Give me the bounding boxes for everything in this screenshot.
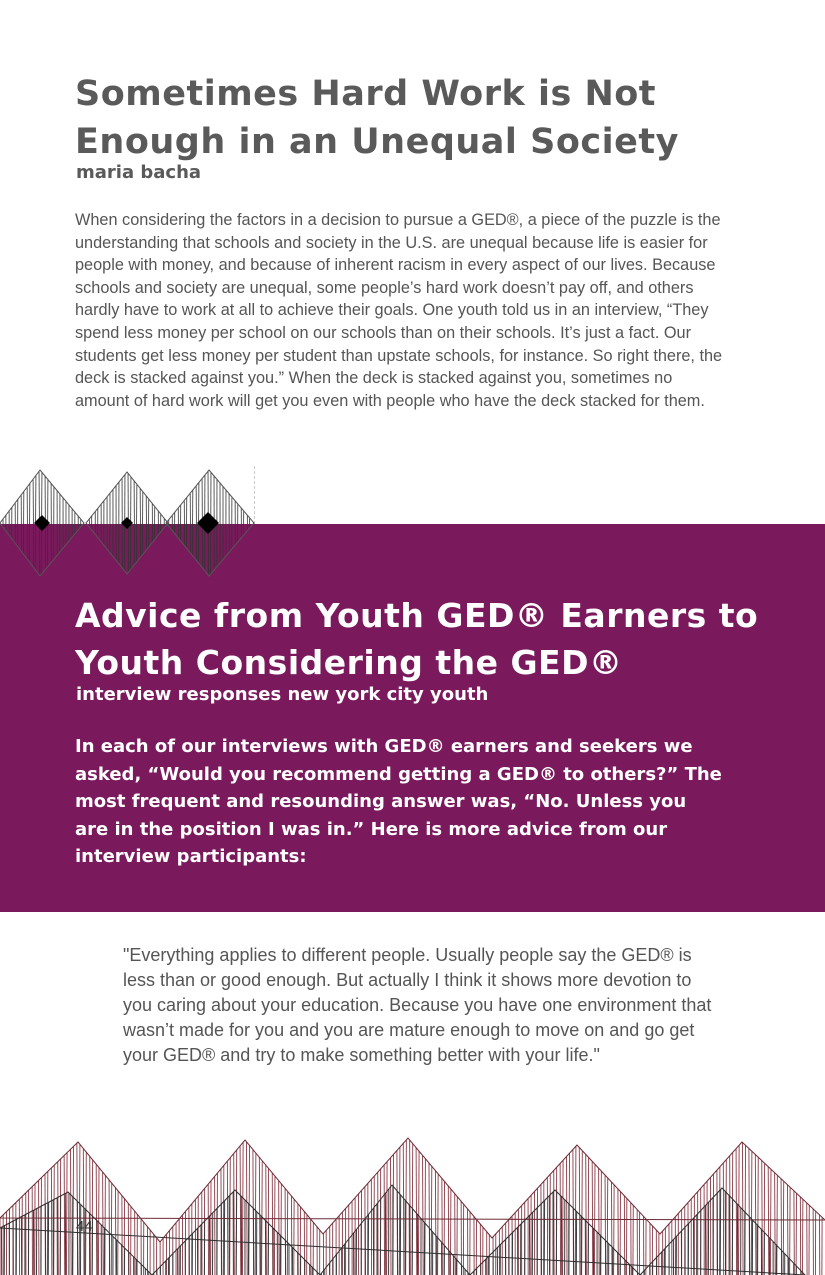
article-body: When considering the factors in a decision to pursue a GED®, a piece of the puzzle is the understanding that schools and society in the U.S. are unequal because life is easier for people with money, and because of inherent racism in every aspect of our lives. Because schools and society are unequal, some people’s hard work doesn’t pay off, and others hardly have to work at all to achieve their goals. One youth told us in an interview, “They spend less money per school on our schools than on their schools. It’s just a fact. Our students get less money per student than upstate schools, for instance. So right there, the deck is stacked against you.” When the deck is stacked against you, sometimes no amount of hard work will get you even with people who have the deck stacked for them. (75, 211, 723, 410)
article-title-line-1: Sometimes Hard Work is Not (75, 74, 657, 114)
article-author: maria bacha (76, 162, 202, 183)
participant-quote: "Everything applies to different people. Usually people say the GED® is less than or good enough. But actually I think it shows more devotion to you caring about your education. Because you have one environment that wasn’t made for you and you are mature enough to move on and go get your GED® and try to make something better with your life." (123, 945, 712, 1065)
advice-section-intro: In each of our interviews with GED® earners and seekers we asked, “Would you recommend getting a GED® to others?” The most frequent and resounding answer was, “No. Unless you are in the position I was in.” Here is more advice from our interview participants: (75, 736, 722, 867)
advice-section-subtitle: interview responses new york city youth (76, 684, 489, 705)
advice-title-line-2: Youth Considering the GED® (75, 643, 623, 682)
article-title (75, 70, 775, 166)
advice-title-line-1: Advice from Youth GED® Earners to (75, 596, 759, 635)
advice-section-title (75, 592, 795, 686)
diamond-center-2 (121, 517, 133, 529)
mountain-pattern-illustration (0, 1130, 825, 1275)
diamond-pattern-illustration (0, 466, 260, 578)
diamond-center-3 (197, 512, 219, 534)
page-number: 44 (76, 1218, 93, 1235)
article-title-line-2: Enough in an Unequal Society (75, 122, 679, 162)
